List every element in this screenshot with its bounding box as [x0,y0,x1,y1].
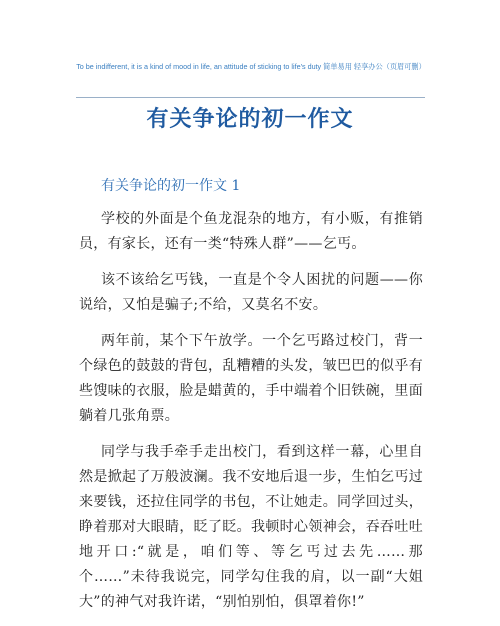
paragraph: 学校的外面是个鱼龙混杂的地方，有小贩，有推销员，有家长，还有一类“特殊人群”——乞丐。 [79,211,423,252]
page-header: To be indifferent, it is a kind of mood in life, an attitude of sticking to life's duty 简单易用 轻享办公（页眉可删） [76,62,426,71]
section-heading: 有关争论的初一作文 1 [101,178,241,194]
document-body [79,207,423,626]
paragraph: 该不该给乞丐钱，一直是个令人困扰的问题——你说给，又怕是骗子;不给，又莫名不安。 [79,272,423,313]
paragraph: 同学与我手牵手走出校门，看到这样一幕，心里自然是掀起了万般波澜。我不安地后退一步，生怕乞丐过来要钱，还拉住同学的书包，不让她走。同学回过头，睁着那对大眼睛，眨了眨。我顿时心领神会，吞吞吐吐地开口:“就是，咱们等、等乞丐过去先……那个……”未待我说完，同学勾住我的肩，以一副“大姐大”的神气对我许诺，“别怕别怕，俱罩着你!” [79,444,423,610]
document-title: 有关争论的初一作文 [146,107,354,132]
header-divider [76,97,425,98]
paragraph: 两年前，某个下午放学。一个乞丐路过校门，背一个绿色的鼓鼓的背包，乱糟糟的头发，皱巴巴的似乎有些馊味的衣服，脸是蜡黄的，手中端着个旧铁碗，里面躺着几张角票。 [79,333,423,424]
